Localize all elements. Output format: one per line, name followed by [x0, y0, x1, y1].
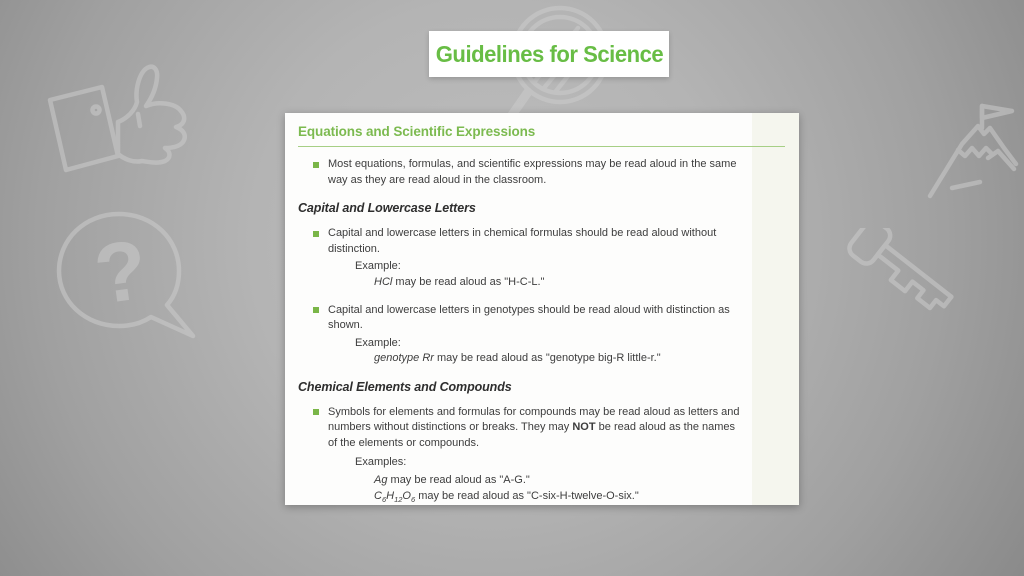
bullet-item-intro: [313, 157, 741, 188]
bullet-item-chemical-formulas: [313, 226, 741, 257]
formula-subscript: 6: [410, 494, 416, 504]
formula-subscript: 12: [394, 494, 403, 504]
bullet-item-genotypes: [313, 303, 741, 334]
bullet-square-icon: [313, 162, 319, 168]
example-term: Ag: [374, 474, 388, 487]
example-label: Example:: [355, 336, 401, 349]
slide-title: Guidelines for Science: [435, 40, 663, 67]
svg-text:?: ?: [88, 221, 153, 322]
example-text: may be read aloud as "H-C-L.": [392, 275, 545, 288]
bullet-square-icon: [313, 231, 319, 237]
document-panel: [285, 113, 799, 505]
bullet-text: Capital and lowercase letters in genotypes should be read aloud with distinction as shown.: [328, 303, 730, 332]
example-text: may be read aloud as "C-six-H-twelve-O-six.": [415, 489, 639, 502]
bullet-square-icon: [313, 409, 319, 415]
example-item-glucose: [374, 489, 741, 506]
key-icon: [835, 228, 965, 338]
document-content: [285, 113, 799, 506]
thumbs-up-icon: [38, 60, 208, 175]
subheading-capital-lowercase: Capital and Lowercase Letters: [298, 201, 476, 216]
formula-element: H: [386, 489, 395, 502]
slide-title-box: [429, 31, 669, 77]
formula-element: C: [374, 489, 382, 502]
bullet-item-symbols: [313, 405, 741, 452]
bullet-text-bold: NOT: [572, 421, 596, 434]
formula-subscript: 6: [381, 494, 387, 504]
bullet-text-part: Symbols for elements and formulas for compounds may be read aloud as letters and numbers without distinctions or breaks. They may: [328, 405, 740, 434]
example-item-ag: [374, 473, 741, 489]
example-item-hcl: [374, 275, 741, 291]
bullet-square-icon: [313, 307, 319, 313]
example-term: HCl: [374, 275, 393, 288]
examples-label: Examples:: [355, 455, 407, 468]
formula-element: O: [402, 489, 411, 502]
example-label: Example:: [355, 260, 401, 273]
bullet-text: [328, 405, 741, 452]
doc-heading: Equations and Scientific Expressions: [298, 122, 785, 147]
example-term: genotype Rr: [374, 352, 434, 365]
example-text: may be read aloud as "A-G.": [387, 474, 530, 487]
question-bubble-icon: [45, 208, 205, 343]
bullet-text-part: be read aloud as the names of the elements or compounds.: [328, 421, 736, 449]
mountain-flag-icon: [922, 98, 1022, 203]
bullet-text: Capital and lowercase letters in chemical formulas should be read aloud without distinction.: [328, 227, 717, 255]
subheading-chemical-elements: Chemical Elements and Compounds: [298, 380, 512, 394]
bullet-text: Most equations, formulas, and scientific expressions may be read aloud in the same way as they are read aloud in the classroom.: [328, 158, 737, 186]
example-item-genotype: [374, 351, 741, 367]
example-text: may be read aloud as "genotype big-R little-r.": [433, 352, 661, 365]
chemical-formula: [374, 490, 415, 502]
